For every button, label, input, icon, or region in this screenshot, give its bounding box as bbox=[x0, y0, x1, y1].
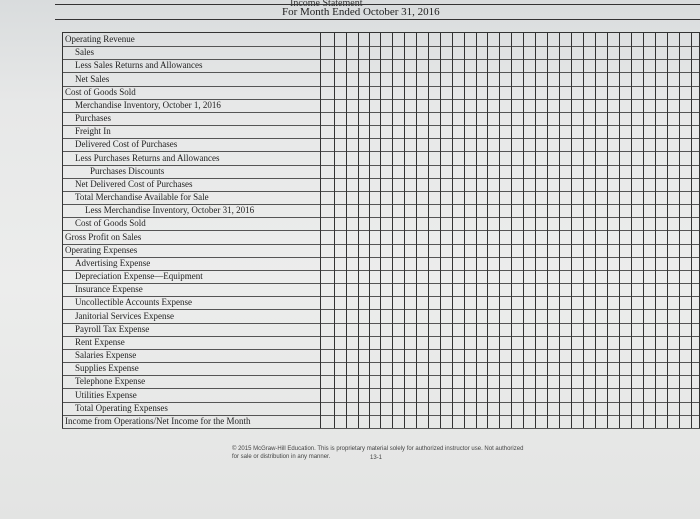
ledger-row bbox=[62, 375, 700, 389]
grid-column-line bbox=[428, 33, 429, 428]
grid-column-line bbox=[691, 33, 692, 428]
ledger-row-label: Delivered Cost of Purchases bbox=[75, 139, 178, 150]
ledger-row-label: Sales bbox=[75, 47, 94, 58]
grid-column-line bbox=[320, 33, 321, 428]
ledger-row bbox=[62, 178, 700, 192]
grid-column-line bbox=[380, 33, 381, 428]
ledger-row bbox=[62, 415, 700, 429]
ledger-row-label: Utilities Expense bbox=[75, 389, 137, 400]
grid-column-line bbox=[679, 33, 680, 428]
grid-column-line bbox=[487, 33, 488, 428]
grid-column-line bbox=[464, 33, 465, 428]
ledger-row-label: Payroll Tax Expense bbox=[75, 323, 150, 334]
ledger-row-label: Cost of Goods Sold bbox=[75, 218, 146, 229]
grid-column-line bbox=[440, 33, 441, 428]
ledger-row-label: Net Delivered Cost of Purchases bbox=[75, 178, 193, 189]
ledger-row bbox=[62, 389, 700, 403]
ledger-row bbox=[62, 152, 700, 166]
ledger-row-label: Operating Revenue bbox=[65, 34, 135, 44]
ledger-row bbox=[62, 336, 700, 350]
ledger-row bbox=[62, 125, 700, 139]
ledger-row-label: Rent Expense bbox=[75, 336, 125, 347]
grid-column-line bbox=[369, 33, 370, 428]
ledger-row-label: Depreciation Expense—Equipment bbox=[75, 271, 203, 281]
ledger-row-label: Advertising Expense bbox=[75, 257, 151, 268]
grid-column-line bbox=[334, 33, 335, 428]
grid-column-line bbox=[523, 33, 524, 428]
grid-column-line bbox=[416, 33, 417, 428]
ledger-row bbox=[62, 99, 700, 113]
ledger-row bbox=[62, 257, 700, 271]
ledger-row-label: Janitorial Services Expense bbox=[75, 310, 174, 321]
grid-column-line bbox=[62, 33, 63, 428]
grid-column-line bbox=[619, 33, 620, 428]
grid-column-line bbox=[559, 33, 560, 428]
ledger-row-label: Telephone Expense bbox=[75, 376, 146, 387]
statement-period: For Month Ended October 31, 2016 bbox=[282, 6, 440, 18]
ledger-row-label: Purchases Discounts bbox=[90, 165, 165, 176]
grid-column-line bbox=[631, 33, 632, 428]
header-rule-bottom bbox=[55, 19, 700, 20]
grid-column-line bbox=[595, 33, 596, 428]
ledger-row bbox=[62, 362, 700, 376]
grid-column-line bbox=[358, 33, 359, 428]
ledger-row-label: Less Sales Returns and Allowances bbox=[75, 60, 203, 71]
ledger-row bbox=[62, 349, 700, 363]
header-rule-top bbox=[55, 4, 700, 5]
ledger-row bbox=[62, 217, 700, 231]
grid-column-line bbox=[392, 33, 393, 428]
ledger-row-label: Insurance Expense bbox=[75, 284, 143, 295]
grid-column-line bbox=[535, 33, 536, 428]
ledger-row bbox=[62, 296, 700, 310]
ledger-row bbox=[62, 204, 700, 218]
page-number: 13-1 bbox=[370, 455, 383, 461]
ledger-row bbox=[62, 59, 700, 73]
grid-column-line bbox=[404, 33, 405, 428]
ledger-row bbox=[62, 165, 700, 179]
ledger-row-label: Net Sales bbox=[75, 73, 110, 84]
ledger-row-label: Freight In bbox=[75, 126, 111, 137]
ledger-row-label: Total Operating Expenses bbox=[75, 402, 168, 413]
ledger-row-label: Supplies Expense bbox=[75, 363, 139, 374]
ledger-row-label: Cost of Goods Sold bbox=[65, 86, 136, 97]
ledger-row-label: Less Purchases Returns and Allowances bbox=[75, 152, 220, 163]
ledger-row bbox=[62, 86, 700, 100]
grid-column-line bbox=[511, 33, 512, 428]
grid-column-line bbox=[655, 33, 656, 428]
ledger-row bbox=[62, 244, 700, 258]
ledger-row-label: Gross Profit on Sales bbox=[65, 231, 142, 242]
grid-column-line bbox=[571, 33, 572, 428]
ledger-row bbox=[62, 191, 700, 205]
grid-column-line bbox=[452, 33, 453, 428]
ledger-row-label: Less Merchandise Inventory, October 31, 2016 bbox=[85, 205, 255, 216]
ledger-row-label: Salaries Expense bbox=[75, 350, 137, 360]
grid-column-line bbox=[476, 33, 477, 428]
ledger-row bbox=[62, 46, 700, 60]
ledger-row bbox=[62, 402, 700, 416]
grid-column-line bbox=[583, 33, 584, 428]
ledger-row bbox=[62, 310, 700, 324]
ledger-row-label: Uncollectible Accounts Expense bbox=[75, 297, 192, 308]
grid-column-line bbox=[607, 33, 608, 428]
grid-column-line bbox=[346, 33, 347, 428]
grid-column-line bbox=[547, 33, 548, 428]
ledger-row-label: Total Merchandise Available for Sale bbox=[75, 192, 209, 202]
ledger-row bbox=[62, 231, 700, 245]
ledger-row bbox=[62, 33, 700, 47]
ledger-row-label: Purchases bbox=[75, 113, 111, 123]
grid-column-line bbox=[643, 33, 644, 428]
ledger-row bbox=[62, 283, 700, 297]
grid-column-line bbox=[499, 33, 500, 428]
ledger-row bbox=[62, 138, 700, 152]
ledger-row bbox=[62, 73, 700, 87]
income-statement-ledger bbox=[62, 32, 700, 428]
ledger-row bbox=[62, 112, 700, 126]
copyright-footer: © 2015 McGraw-Hill Education. This is proprietary material solely for authorized instructor use. Not authorized for sale or distribution in any manner. bbox=[232, 446, 524, 460]
ledger-row bbox=[62, 270, 700, 284]
ledger-row-label: Operating Expenses bbox=[65, 244, 138, 255]
ledger-row-label: Merchandise Inventory, October 1, 2016 bbox=[75, 99, 221, 110]
grid-column-line bbox=[667, 33, 668, 428]
ledger-row bbox=[62, 323, 700, 337]
ledger-row-label: Income from Operations/Net Income for the Month bbox=[65, 415, 251, 426]
